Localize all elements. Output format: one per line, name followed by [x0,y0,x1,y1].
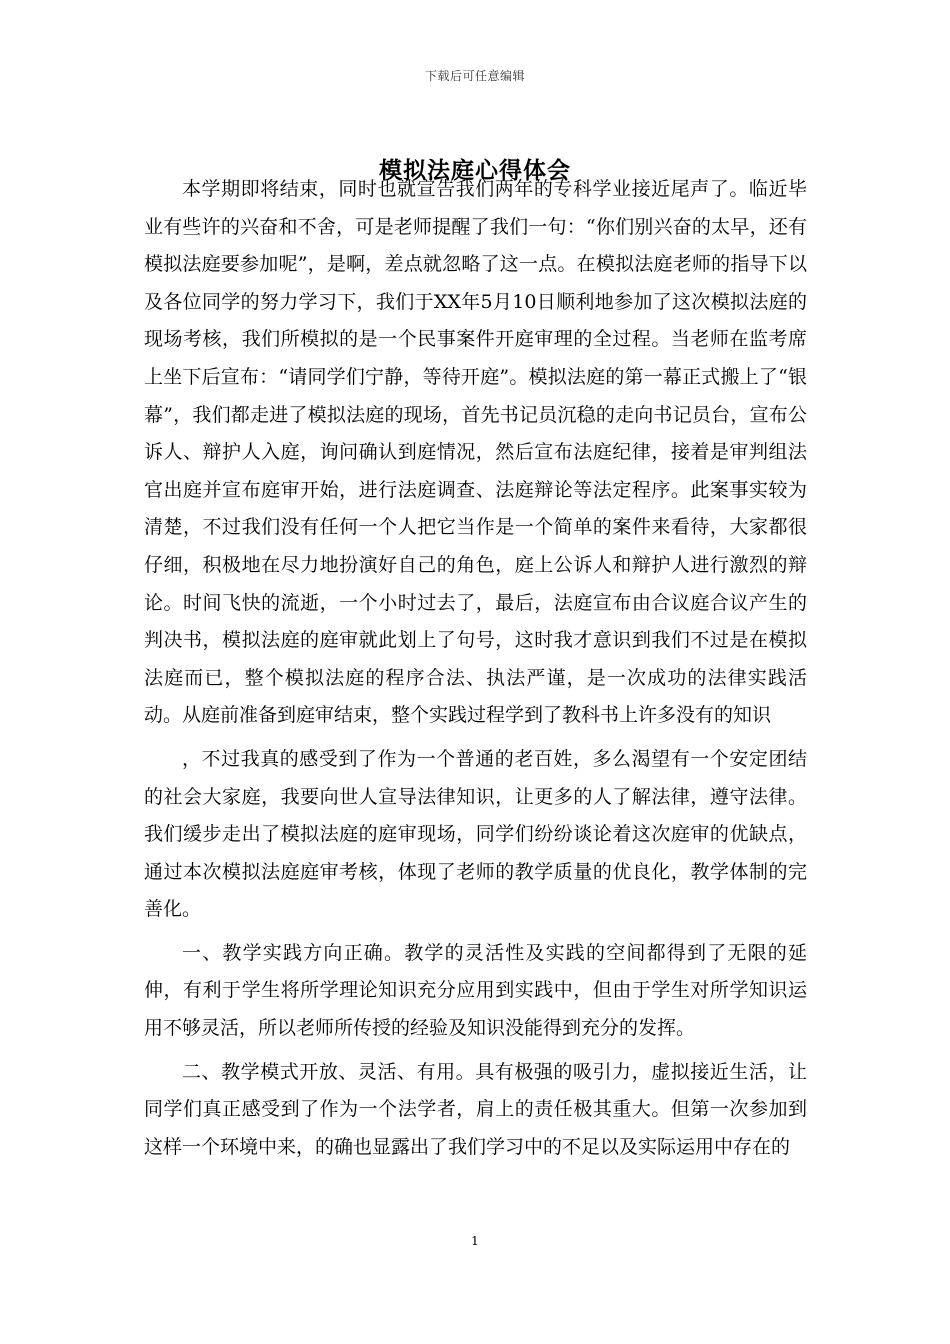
paragraph: ，不过我真的感受到了作为一个普通的老百姓，多么渴望有一个安定团结的社会大家庭，我要向世人宣导法律知识，让更多的人了解法律，遵守法律。我们缓步走出了模拟法庭的庭审现场，同学们纷纷谈论着这次庭审的优缺点，通过本次模拟法庭庭审考核，体现了老师的教学质量的优良化，教学体制的完善化。 [144,747,807,921]
document-body [144,171,807,1172]
paragraph: 二、教学模式开放、灵活、有用。具有极强的吸引力，虚拟接近生活，让同学们真正感受到了作为一个法学者，肩上的责任极其重大。但第一次参加到这样一个环境中来，的确也显露出了我们学习中的不足以及实际运用中存在的 [144,1060,807,1158]
paragraph: 一、教学实践方向正确。教学的灵活性及实践的空间都得到了无限的延伸，有利于学生将所学理论知识充分应用到实践中，但由于学生对所学知识运用不够灵活，所以老师所传授的经验及知识没能得到充分的发挥。 [144,941,807,1040]
page-number: 1 [471,1234,479,1248]
document-title: 模拟法庭心得体会 [379,157,571,184]
header-note: 下载后可任意编辑 [424,69,525,83]
paragraph: 本学期即将结束，同时也就宣告我们两年的专科学业接近尾声了。临近毕业有些许的兴奋和不舍，可是老师提醒了我们一句：“你们别兴奋的太早，还有模拟法庭要参加呢”，是啊，差点就忽略了这一点。在模拟法庭老师的指导下以及各位同学的努力学习下，我们于XX年5月10日顺利地参加了这次模拟法庭的现场考核，我们所模拟的是一个民事案件开庭审理的全过程。当老师在监考席上坐下后宣布：“请同学们宁静，等待开庭”。模拟法庭的第一幕正式搬上了“银幕”，我们都走进了模拟法庭的现场，首先书记员沉稳的走向书记员台，宣布公诉人、辩护人入庭，询问确认到庭情况，然后宣布法庭纪律，接着是审判组法官出庭并宣布庭审开始，进行法庭调查、法庭辩论等法定程序。此案事实较为清楚，不过我们没有任何一个人把它当作是一个简单的案件来看待，大家都很仔细，积极地在尽力地扮演好自己的角色，庭上公诉人和辩护人进行激烈的辩论。时间飞快的流逝，一个小时过去了，最后，法庭宣布由合议庭合议产生的判决书，模拟法庭的庭审就此划上了句号，这时我才意识到我们不过是在模拟法庭而已，整个模拟法庭的程序合法、执法严谨，是一次成功的法律实践活动。从庭前准备到庭审结束，整个实践过程学到了教科书上许多没有的知识 [144,178,807,727]
